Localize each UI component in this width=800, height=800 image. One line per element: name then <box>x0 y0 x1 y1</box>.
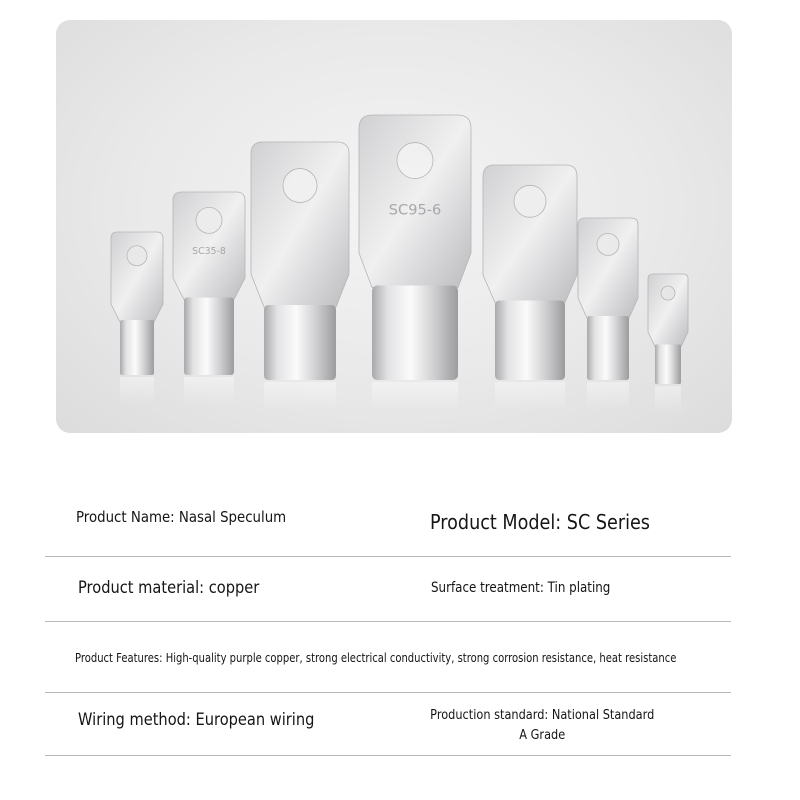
cable-lug <box>359 115 471 410</box>
lug-barrel <box>120 320 154 375</box>
divider <box>45 755 731 756</box>
cable-lugs-illustration <box>56 20 732 433</box>
cable-lug <box>251 142 349 410</box>
lug-reflection <box>264 382 336 410</box>
lug-barrel <box>184 298 234 376</box>
lug-barrel <box>655 345 681 385</box>
surface-treatment: Surface treatment: Tin plating <box>431 580 611 596</box>
lug-reflection <box>372 382 458 410</box>
wiring-method: Wiring method: European wiring <box>78 710 315 730</box>
lug-barrel <box>495 301 565 381</box>
cable-lug <box>648 274 688 414</box>
cable-lug <box>111 232 163 405</box>
product-material: Product material: copper <box>78 578 260 598</box>
lug-plate <box>111 232 163 322</box>
product-name: Product Name: Nasal Speculum <box>76 508 287 526</box>
product-model: Product Model: SC Series <box>430 510 650 534</box>
lug-barrel <box>587 316 629 380</box>
cable-lug <box>483 165 577 410</box>
lug-marking: SC95-6 <box>388 201 442 219</box>
lug-plate <box>578 218 638 318</box>
divider <box>45 692 731 693</box>
divider <box>45 621 731 622</box>
production-standard: Production standard: National Standard A Grade <box>430 707 655 743</box>
lug-reflection <box>587 382 629 410</box>
lug-barrel <box>372 286 458 381</box>
cable-lug <box>173 192 245 405</box>
product-image <box>56 20 732 433</box>
lug-marking: SC35-8 <box>192 245 226 257</box>
lug-reflection <box>495 382 565 410</box>
product-features: Product Features: High-quality purple copper, strong electrical conductivity, strong corrosion resistance, heat resistance <box>75 650 677 665</box>
lug-reflection <box>120 377 154 405</box>
cable-lug <box>578 218 638 410</box>
lug-plate <box>251 142 349 307</box>
lug-barrel <box>264 305 336 380</box>
lug-plate <box>483 165 577 303</box>
lug-reflection <box>655 386 681 414</box>
lug-reflection <box>184 377 234 405</box>
lug-plate <box>648 274 688 347</box>
divider <box>45 556 731 557</box>
